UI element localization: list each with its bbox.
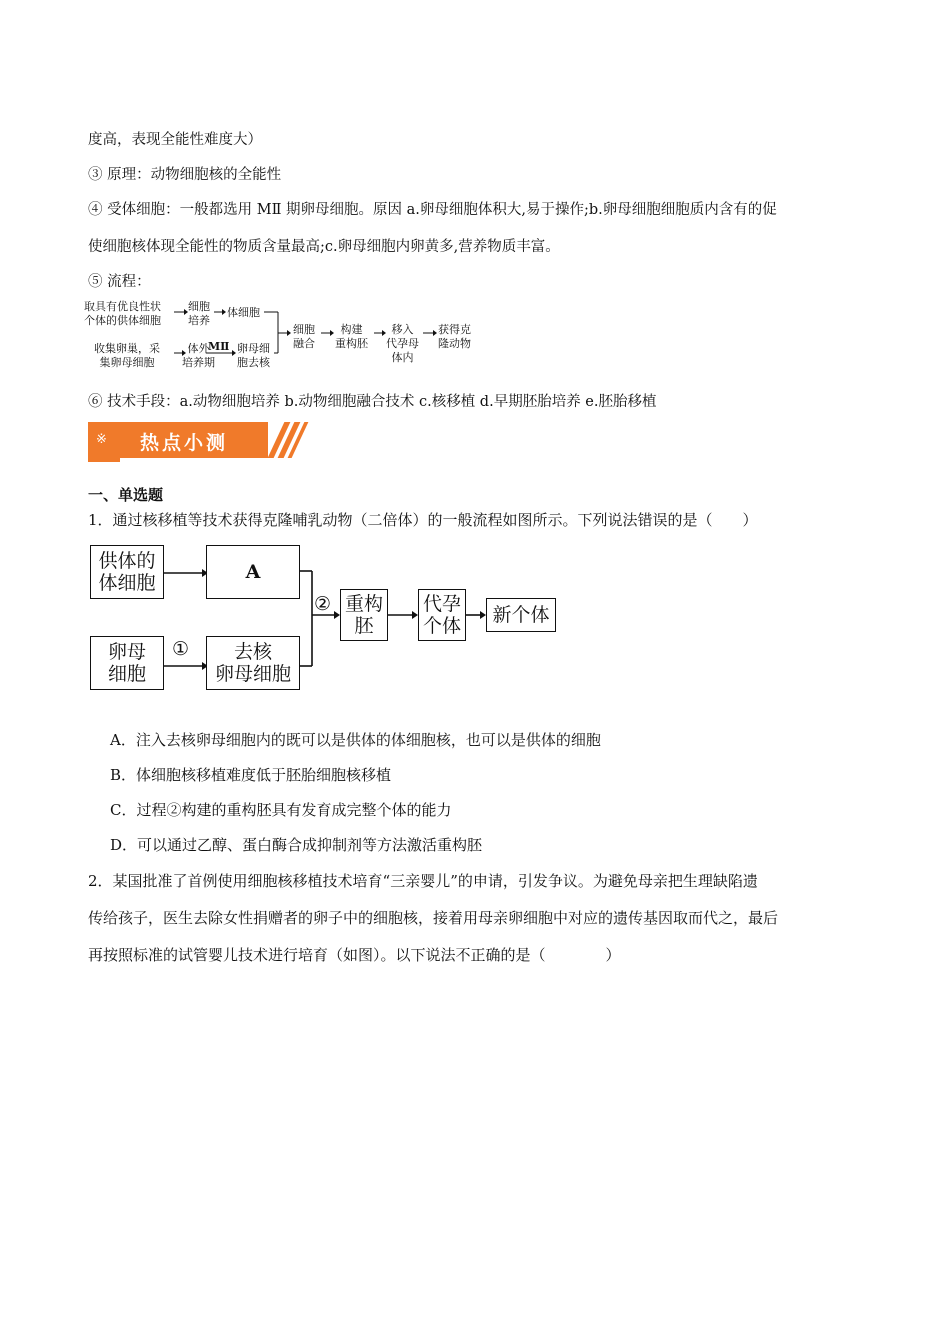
flow-obtain-line1: 获得克 — [438, 323, 471, 336]
step-1-label: ① — [172, 638, 190, 660]
reconstructed-embryo-box: 重构 胚 — [340, 589, 388, 641]
flow-invitro-line1: 体外 — [187, 342, 210, 355]
flow-enucleate — [237, 342, 270, 370]
question-1-option-c[interactable]: C．过程②构建的重构胚具有发育成完整个体的能力 — [110, 801, 452, 819]
flow-somatic-cell: 体细胞 — [227, 306, 260, 319]
flow-reconstruct-line2: 重构胚 — [335, 337, 368, 350]
flow-cell-fusion — [293, 323, 315, 351]
question-2-line3: 再按照标准的试管婴儿技术进行培育（如图）。以下说法不正确的是（ ） — [88, 946, 621, 964]
question-1-option-d[interactable]: D．可以通过乙醇、蛋白酶合成抑制剂等方法激活重构胚 — [110, 836, 483, 854]
enucleated-oocyte-box: 去核 卵母细胞 — [206, 636, 300, 690]
step-2-label: ② — [314, 593, 332, 615]
asterisk-icon: ※ — [96, 432, 107, 447]
question-1-option-a[interactable]: A．注入去核卵母细胞内的既可以是供体的体细胞核，也可以是供体的细胞 — [110, 731, 601, 749]
process-flowchart — [84, 296, 484, 376]
question-2-line1: 2．某国批准了首例使用细胞核移植技术培育“三亲婴儿”的申请，引发争议。为避免母亲把生理缺陷遗 — [88, 872, 758, 890]
question-1-option-b[interactable]: B．体细胞核移植难度低于胚胎细胞核移植 — [110, 766, 392, 784]
flow-mii-label: MⅡ — [208, 340, 230, 353]
section-title: 一、单选题 — [88, 486, 164, 504]
question-2-line2: 传给孩子，医生去除女性捐赠者的卵子中的细胞核，接着用母亲卵细胞中对应的遗传基因取而代之，最后 — [88, 909, 779, 927]
flow-donor-line1: 取具有优良性状 — [84, 300, 161, 313]
flow-reconstruct-line1: 构建 — [340, 323, 363, 336]
flow-invitro-line2: 培养期 — [182, 356, 215, 369]
flow-donor-cell — [84, 300, 161, 328]
flow-enucleate-line2: 胞去核 — [237, 356, 270, 369]
flow-collect-oocyte — [94, 342, 160, 370]
note-continuation: 度高，表现全能性难度大） — [88, 132, 262, 148]
new-individual-box: 新个体 — [486, 598, 556, 632]
note-recipient-line2: 使细胞核体现全能性的物质含量最高;c.卵母细胞内卵黄多,营养物质丰富。 — [88, 239, 560, 255]
flow-transfer-surrogate — [386, 323, 419, 365]
question-1-diagram — [88, 542, 568, 692]
flow-reconstruct-embryo — [335, 323, 368, 351]
note-recipient-line1: ④ 受体细胞：一般都选用 MⅡ 期卵母细胞。原因 a.卵母细胞体积大,易于操作;b.卵母细胞细胞质内含有的促 — [88, 202, 777, 218]
flow-transfer-line1: 移入 — [391, 323, 414, 336]
flow-transfer-line2: 代孕母 — [386, 337, 419, 350]
oocyte-box: 卵母 细胞 — [90, 636, 164, 690]
banner-title: 热点小测 — [140, 432, 229, 454]
unknown-a-box: A — [206, 545, 300, 599]
flow-enucleate-line1: 卵母细 — [237, 342, 270, 355]
flow-cell-culture — [188, 300, 210, 328]
question-1-stem: 1．通过核移植等技术获得克隆哺乳动物（二倍体）的一般流程如图所示。下列说法错误的是（ ） — [88, 511, 758, 529]
flow-culture-line2: 培养 — [188, 314, 210, 327]
note-techniques: ⑥ 技术手段：a.动物细胞培养 b.动物细胞融合技术 c.核移植 d.早期胚胎培养 e.胚胎移植 — [88, 394, 657, 410]
flow-fusion-line1: 细胞 — [293, 323, 315, 336]
section-banner — [88, 422, 303, 462]
surrogate-box: 代孕 个体 — [418, 589, 466, 641]
note-principle: ③ 原理：动物细胞核的全能性 — [88, 167, 282, 183]
flow-culture-line1: 细胞 — [188, 300, 210, 313]
banner-tab — [88, 458, 120, 462]
flow-donor-line2: 个体的供体细胞 — [84, 314, 161, 327]
note-process-label: ⑤ 流程： — [88, 274, 151, 290]
flow-obtain-clone — [438, 323, 471, 351]
flow-collect-line2: 集卵母细胞 — [99, 356, 155, 369]
flow-collect-line1: 收集卵巢，采 — [94, 342, 160, 355]
flow-transfer-line3: 体内 — [391, 351, 414, 364]
donor-somatic-cell-box: 供体的 体细胞 — [90, 545, 164, 599]
flow-fusion-line2: 融合 — [293, 337, 315, 350]
flow-obtain-line2: 隆动物 — [438, 337, 471, 350]
